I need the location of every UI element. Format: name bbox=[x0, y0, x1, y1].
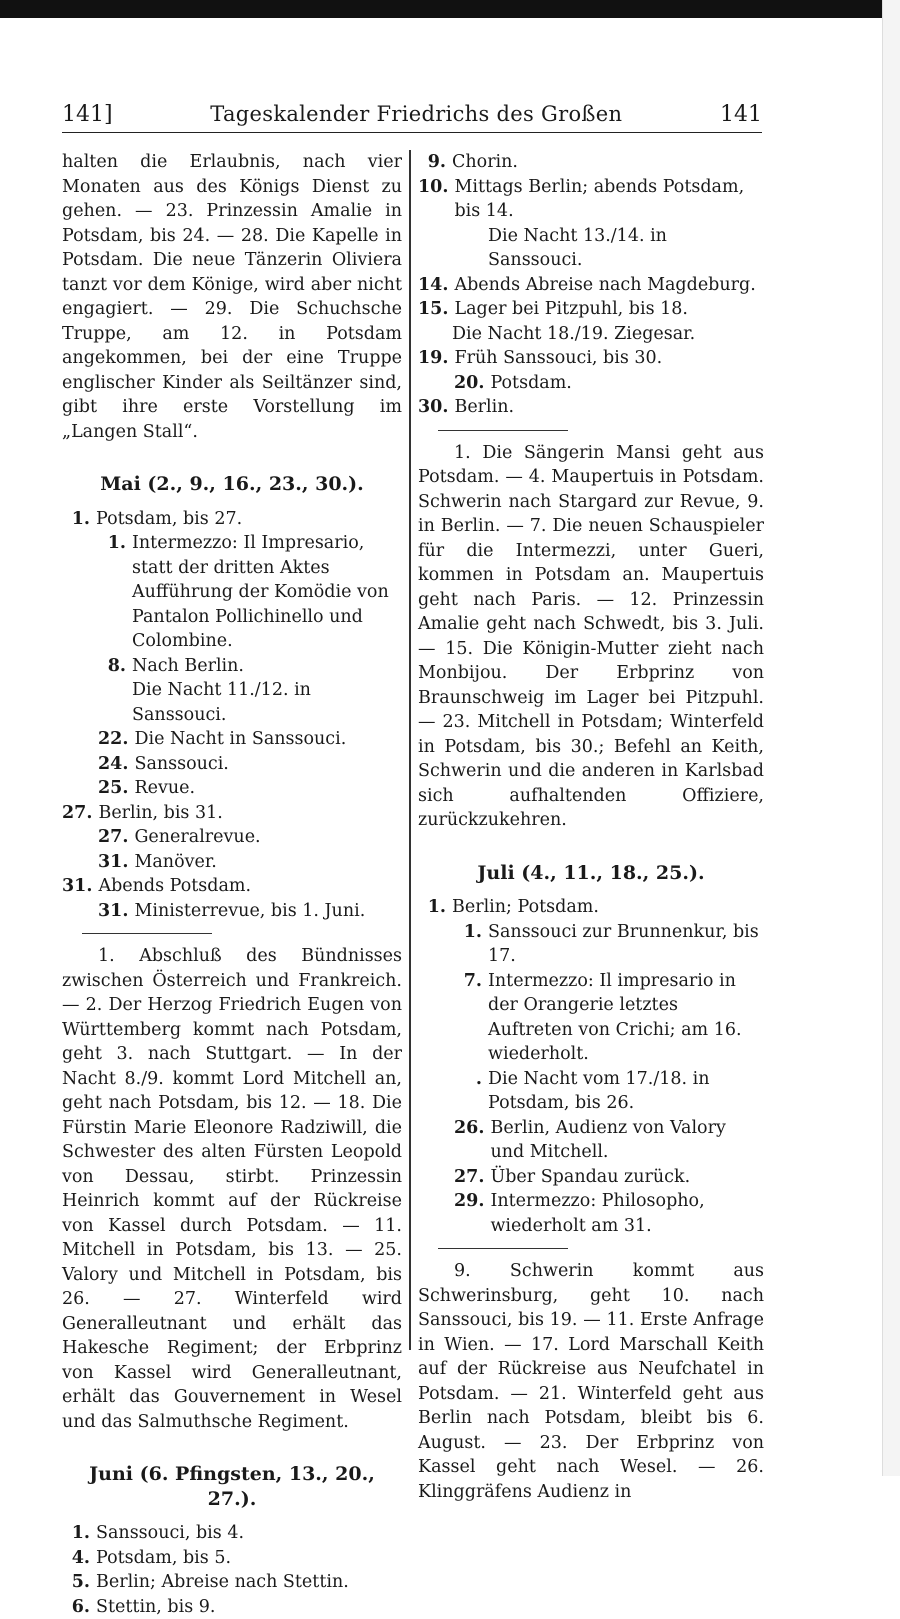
calendar-entry bbox=[62, 531, 402, 654]
juni-entry-list-continued bbox=[418, 150, 764, 420]
entry-day: 25. bbox=[98, 776, 134, 801]
juni-notes: 1. Die Sängerin Mansi geht aus Potsdam. — 4. Maupertuis in Potsdam. Schwerin nach Stargard zur Revue, 9. in Berlin. — 7. Die neuen Schauspieler für die Intermezzi, unter Gueri, kommen in Potsdam an. Maupertuis geht nach Paris. — 12. Prinzessin Amalie geht nach Schwedt, bis 3. Juli. — 15. Die Königin-Mutter zieht nach Monbijou. Der Erbprinz von Braunschweig im Lager bei Pitzpuhl. — 23. Mitchell in Potsdam; Winterfeld in Potsdam, bis 30.; Befehl an Keith, Schwerin und die anderen in Karlsbad sich aufhaltenden Offiziere, zurückzukehren. bbox=[418, 441, 764, 833]
entry-day: 27. bbox=[62, 801, 98, 826]
entry-text: Nach Berlin. bbox=[132, 654, 402, 679]
section-rule bbox=[438, 1248, 568, 1249]
entry-text: Sanssouci, bis 4. bbox=[96, 1521, 402, 1546]
entry-text: Potsdam, bis 5. bbox=[96, 1546, 402, 1571]
entry-text: Die Nacht 13./14. in Sanssouci. bbox=[488, 224, 764, 273]
entry-day: 27. bbox=[98, 825, 134, 850]
calendar-entry bbox=[418, 150, 764, 175]
section-heading-mai: Mai (2., 9., 16., 23., 30.). bbox=[62, 472, 402, 497]
calendar-entry bbox=[418, 1116, 764, 1165]
entry-day: 4. bbox=[62, 1546, 96, 1571]
entry-text: Sanssouci. bbox=[134, 752, 402, 777]
entry-text: Früh Sanssouci, bis 30. bbox=[454, 346, 764, 371]
entry-day: 1. bbox=[418, 895, 452, 920]
entry-text: Intermezzo: Philosopho, wiederholt am 31. bbox=[490, 1189, 764, 1238]
entry-text: Berlin. bbox=[454, 395, 764, 420]
calendar-entry bbox=[418, 224, 764, 273]
entry-day: 1. bbox=[62, 507, 96, 532]
entry-day: 19. bbox=[418, 346, 454, 371]
juli-entry-list bbox=[418, 895, 764, 1238]
entry-day: 6. bbox=[62, 1595, 96, 1619]
entry-day: 31. bbox=[62, 874, 98, 899]
entry-text: Abends Abreise nach Magdeburg. bbox=[454, 273, 764, 298]
calendar-entry bbox=[62, 678, 402, 727]
column-divider bbox=[409, 150, 411, 1350]
entry-text: Mittags Berlin; abends Potsdam, bis 14. bbox=[454, 175, 764, 224]
entry-text: Berlin; Potsdam. bbox=[452, 895, 764, 920]
calendar-entry bbox=[62, 1595, 402, 1619]
calendar-entry bbox=[62, 801, 402, 826]
entry-text: Sanssouci zur Brunnenkur, bis 17. bbox=[488, 920, 764, 969]
entry-day: 14. bbox=[418, 273, 454, 298]
entry-text: Ministerrevue, bis 1. Juni. bbox=[134, 899, 402, 924]
entry-day: 10. bbox=[418, 175, 454, 224]
entry-text: Stettin, bis 9. bbox=[96, 1595, 402, 1619]
entry-day bbox=[418, 322, 452, 347]
calendar-entry bbox=[418, 1189, 764, 1238]
calendar-entry bbox=[418, 322, 764, 347]
entry-text: Berlin; Abreise nach Stettin. bbox=[96, 1570, 402, 1595]
calendar-entry bbox=[62, 727, 402, 752]
entry-day: 1. bbox=[454, 920, 488, 969]
entry-text: Die Nacht in Sanssouci. bbox=[134, 727, 402, 752]
running-title: Tageskalender Friedrichs des Großen bbox=[210, 102, 622, 126]
right-column bbox=[418, 150, 764, 1504]
entry-day: 31. bbox=[98, 850, 134, 875]
calendar-entry bbox=[418, 895, 764, 920]
entry-text: Berlin, bis 31. bbox=[98, 801, 402, 826]
scan-top-edge bbox=[0, 0, 882, 18]
calendar-entry bbox=[62, 752, 402, 777]
calendar-entry bbox=[418, 1165, 764, 1190]
calendar-entry bbox=[418, 273, 764, 298]
calendar-entry bbox=[62, 874, 402, 899]
entry-day: 24. bbox=[98, 752, 134, 777]
entry-day: . bbox=[454, 1067, 488, 1116]
entry-text: Intermezzo: Il impresario in der Orangerie letztes Auftreten von Crichi; am 16. wiederholt. bbox=[488, 969, 764, 1067]
calendar-entry bbox=[418, 371, 764, 396]
calendar-entry bbox=[62, 1546, 402, 1571]
entry-day bbox=[98, 678, 132, 727]
entry-text: Intermezzo: Il Impresario, statt der dritten Aktes Aufführung der Komödie von Pantalon Pollichinello und Colombine. bbox=[132, 531, 402, 654]
entry-text: Potsdam. bbox=[490, 371, 764, 396]
section-rule bbox=[82, 933, 212, 934]
entry-text: Die Nacht vom 17./18. in Potsdam, bis 26. bbox=[488, 1067, 764, 1116]
calendar-entry bbox=[62, 776, 402, 801]
entry-day: 30. bbox=[418, 395, 454, 420]
entry-text: Potsdam, bis 27. bbox=[96, 507, 402, 532]
entry-day: 20. bbox=[454, 371, 490, 396]
mai-entry-list bbox=[62, 507, 402, 924]
entry-day: 8. bbox=[98, 654, 132, 679]
juli-notes: 9. Schwerin kommt aus Schwerinsburg, geht 10. nach Sanssouci, bis 19. — 11. Erste Anfrage in Wien. — 17. Lord Marschall Keith auf der Rückreise aus Neufchatel in Potsdam. — 21. Winterfeld geht aus Berlin nach Potsdam, bleibt bis 6. August. — 23. Der Erbprinz von Kassel geht nach Wesel. — 26. Klinggräfens Audienz in bbox=[418, 1259, 764, 1504]
entry-day: 7. bbox=[454, 969, 488, 1067]
calendar-entry bbox=[62, 1570, 402, 1595]
entry-day: 27. bbox=[454, 1165, 490, 1190]
entry-text: Die Nacht 11./12. in Sanssouci. bbox=[132, 678, 402, 727]
entry-text: Revue. bbox=[134, 776, 402, 801]
section-rule bbox=[438, 430, 568, 431]
calendar-entry bbox=[418, 175, 764, 224]
calendar-entry bbox=[62, 899, 402, 924]
calendar-entry bbox=[418, 920, 764, 969]
calendar-entry bbox=[62, 507, 402, 532]
page-number-right: 141 bbox=[720, 102, 762, 127]
calendar-entry bbox=[62, 654, 402, 679]
entry-day: 5. bbox=[62, 1570, 96, 1595]
section-heading-juni: Juni (6. Pfingsten, 13., 20., 27.). bbox=[62, 1462, 402, 1511]
entry-text: Die Nacht 18./19. Ziegesar. bbox=[452, 322, 764, 347]
entry-day: 1. bbox=[98, 531, 132, 654]
section-heading-juli: Juli (4., 11., 18., 25.). bbox=[418, 861, 764, 886]
calendar-entry bbox=[62, 850, 402, 875]
entry-text: Abends Potsdam. bbox=[98, 874, 402, 899]
calendar-entry bbox=[418, 969, 764, 1067]
entry-day: 22. bbox=[98, 727, 134, 752]
entry-text: Berlin, Audienz von Valory und Mitchell. bbox=[490, 1116, 764, 1165]
calendar-entry bbox=[418, 395, 764, 420]
entry-text: Lager bei Pitzpuhl, bis 18. bbox=[454, 297, 764, 322]
calendar-entry bbox=[418, 1067, 764, 1116]
calendar-entry bbox=[62, 825, 402, 850]
entry-day: 15. bbox=[418, 297, 454, 322]
calendar-entry bbox=[62, 1521, 402, 1546]
intro-paragraph: halten die Erlaubnis, nach vier Monaten aus des Königs Dienst zu gehen. — 23. Prinzessin Amalie in Potsdam, bis 24. — 28. Die Kapelle in Potsdam. Die neue Tänzerin Oliviera tanzt vor dem Könige, wird aber nicht engagiert. — 29. Die Schuchsche Truppe, am 12. in Potsdam angekommen, bei der eine Truppe englischer Kinder als Seiltänzer sind, gibt ihre erste Vorstellung im „Langen Stall“. bbox=[62, 150, 402, 444]
entry-day bbox=[454, 224, 488, 273]
scan-right-edge bbox=[882, 0, 900, 1476]
calendar-entry bbox=[418, 297, 764, 322]
calendar-entry bbox=[418, 346, 764, 371]
entry-text: Manöver. bbox=[134, 850, 402, 875]
entry-text: Über Spandau zurück. bbox=[490, 1165, 764, 1190]
mai-notes: 1. Abschluß des Bündnisses zwischen Österreich und Frankreich. — 2. Der Herzog Friedrich Eugen von Württemberg kommt nach Potsdam, geht 3. nach Stuttgart. — In der Nacht 8./9. kommt Lord Mitchell an, geht nach Potsdam, bis 12. — 18. Die Fürstin Marie Eleonore Radziwill, die Schwester des alten Fürsten Leopold von Dessau, stirbt. Prinzessin Heinrich kommt auf der Rückreise von Kassel durch Potsdam. — 11. Mitchell in Potsdam, bis 13. — 25. Valory und Mitchell in Potsdam, bis 26. — 27. Winterfeld wird Generalleutnant und erhält das Hakesche Regiment; der Erbprinz von Kassel wird Generalleutnant, erhält das Gouvernement in Wesel und das Salmuthsche Regiment. bbox=[62, 944, 402, 1434]
entry-day: 1. bbox=[62, 1521, 96, 1546]
left-column bbox=[62, 150, 402, 1619]
entry-text: Generalrevue. bbox=[134, 825, 402, 850]
entry-day: 31. bbox=[98, 899, 134, 924]
entry-day: 29. bbox=[454, 1189, 490, 1238]
page-number-left: 141] bbox=[62, 102, 113, 127]
entry-day: 26. bbox=[454, 1116, 490, 1165]
juni-entry-list bbox=[62, 1521, 402, 1619]
entry-day: 9. bbox=[418, 150, 452, 175]
entry-text: Chorin. bbox=[452, 150, 764, 175]
running-header bbox=[62, 96, 762, 133]
